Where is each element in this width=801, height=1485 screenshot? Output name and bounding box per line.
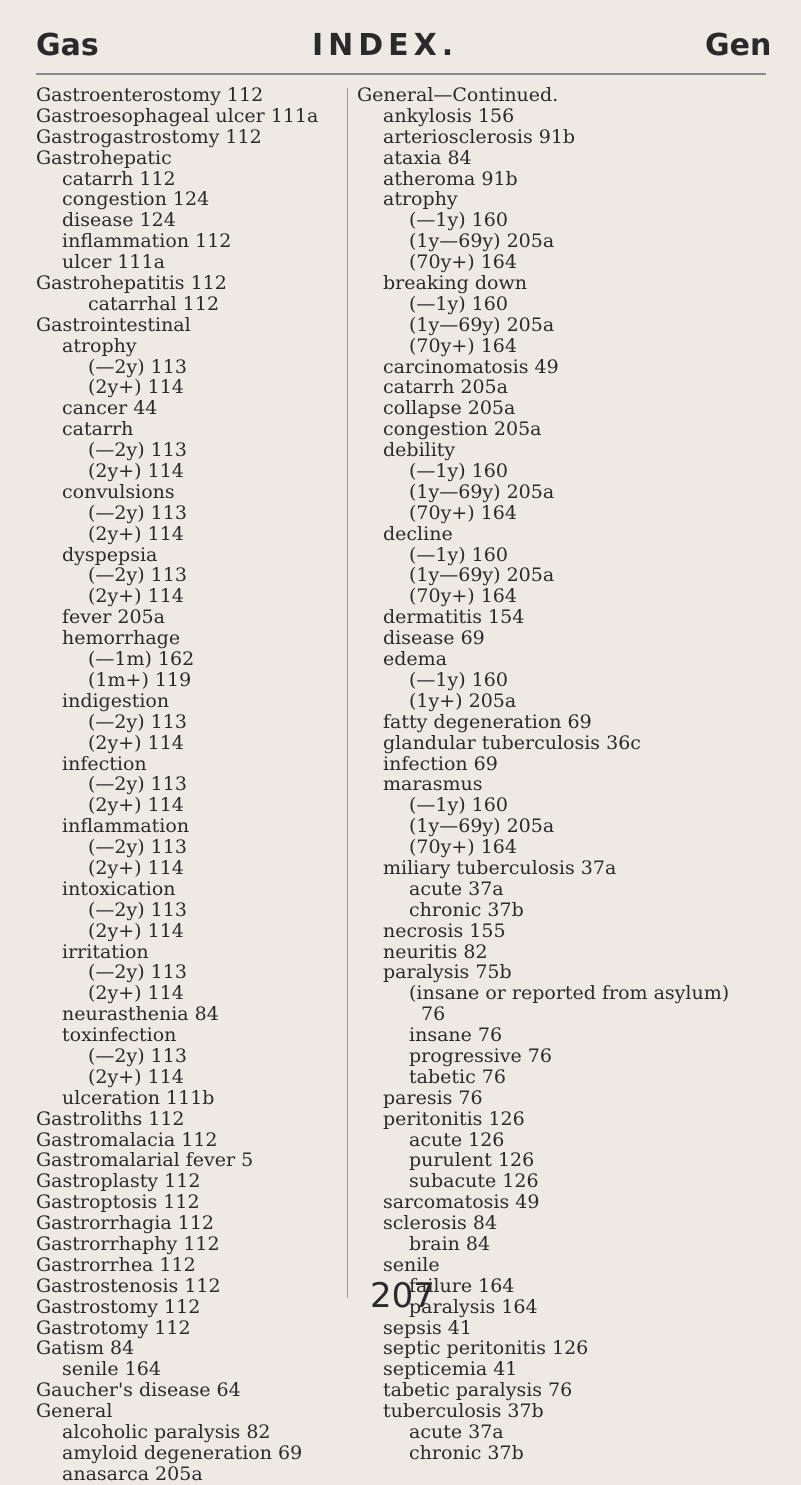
index-entry: sarcomatosis 49 [383, 1191, 540, 1214]
index-entry: (—2y) 113 [88, 961, 187, 984]
index-entry: insane 76 [409, 1024, 503, 1047]
index-entry: chronic 37b [409, 898, 524, 921]
index-entry: infection [62, 752, 147, 775]
index-entry: acute 126 [409, 1128, 505, 1151]
index-entry: Gastrogastrostomy 112 [36, 125, 262, 148]
header-index-title: INDEX. [312, 28, 459, 63]
index-entry: fatty degeneration 69 [383, 710, 592, 733]
index-entry: (1y—69y) 205a [409, 564, 555, 587]
index-entry: brain 84 [409, 1232, 491, 1255]
index-entry: catarrh 112 [62, 167, 176, 190]
index-entry: cancer 44 [62, 397, 158, 420]
index-entry: Gaucher's disease 64 [36, 1379, 241, 1402]
index-entry: chronic 37b [409, 1441, 524, 1464]
index-entry: senile [383, 1253, 440, 1276]
index-entry: Gastrointestinal [36, 313, 191, 336]
index-entry: ankylosis 156 [383, 104, 515, 127]
index-entry: (70y+) 164 [409, 334, 517, 357]
index-entry: (70y+) 164 [409, 585, 517, 608]
index-entry: (2y+) 114 [88, 522, 184, 545]
index-entry: (2y+) 114 [88, 794, 184, 817]
index-entry: subacute 126 [409, 1170, 539, 1193]
page-header [0, 28, 801, 68]
index-entry: glandular tuberculosis 36c [383, 731, 641, 754]
index-entry: (2y+) 114 [88, 919, 184, 942]
index-entry: (—2y) 113 [88, 836, 187, 859]
index-entry: Gastrotomy 112 [36, 1316, 191, 1339]
index-column-left [36, 85, 318, 1485]
index-entry: decline [383, 522, 453, 545]
index-entry: (1y—69y) 205a [409, 815, 555, 838]
index-entry: (—1y) 160 [409, 794, 508, 817]
index-entry: arteriosclerosis 91b [383, 125, 576, 148]
index-entry: edema [383, 648, 447, 671]
index-entry: collapse 205a [383, 397, 516, 420]
index-entry: acute 37a [409, 1421, 504, 1443]
index-entry: (2y+) 114 [88, 731, 184, 754]
index-entry: dyspepsia [62, 543, 158, 566]
page-number: 207 [370, 1276, 435, 1316]
index-entry: (2y+) 114 [88, 460, 184, 483]
index-entry: congestion 124 [62, 188, 210, 211]
index-entry: atrophy [62, 334, 137, 357]
index-entry: (1y+) 205a [409, 689, 517, 712]
index-entry: General—Continued. [357, 84, 559, 106]
index-entry: anasarca 205a [62, 1462, 203, 1485]
index-entry: neurasthenia 84 [62, 1003, 219, 1026]
index-entry: (—2y) 113 [88, 439, 187, 462]
index-entry: septicemia 41 [383, 1358, 518, 1381]
index-entry: miliary tuberculosis 37a [383, 856, 617, 879]
index-entry: Gastrohepatic [36, 146, 172, 169]
index-entry: Gastromalarial fever 5 [36, 1149, 254, 1172]
header-rule [36, 73, 766, 75]
index-entry: (—1y) 160 [409, 668, 508, 691]
index-entry: disease 124 [62, 209, 176, 232]
index-entry: (—1y) 160 [409, 292, 508, 315]
index-entry: septic peritonitis 126 [383, 1337, 589, 1360]
index-entry: (2y+) 114 [88, 856, 184, 879]
index-entry: dermatitis 154 [383, 606, 525, 629]
index-entry: (—2y) 113 [88, 1044, 187, 1067]
index-entry: carcinomatosis 49 [383, 355, 559, 378]
index-entry: (1y—69y) 205a [409, 230, 555, 253]
index-entry: irritation [62, 940, 149, 963]
index-entry: (—1y) 160 [409, 543, 508, 566]
index-entry: senile 164 [62, 1358, 161, 1381]
index-entry: ataxia 84 [383, 146, 472, 169]
index-entry: (—1y) 160 [409, 209, 508, 232]
index-entry: debility [383, 439, 456, 462]
index-entry: paresis 76 [383, 1086, 483, 1109]
index-entry: ulceration 111b [62, 1086, 215, 1109]
index-entry: ulcer 111a [62, 251, 165, 274]
index-entry: intoxication [62, 877, 176, 900]
index-entry: Gastromalacia 112 [36, 1128, 218, 1151]
index-entry: Gastrohepatitis 112 [36, 272, 227, 295]
index-entry: disease 69 [383, 627, 485, 650]
index-entry: neuritis 82 [383, 940, 488, 963]
index-entry: indigestion [62, 689, 170, 712]
index-entry: catarrh 205a [383, 376, 508, 399]
index-entry: (2y+) 114 [88, 982, 184, 1005]
index-entry: acute 37a [409, 877, 504, 900]
index-entry: (—2y) 113 [88, 501, 187, 524]
index-entry: General [36, 1400, 113, 1423]
index-entry: inflammation [62, 815, 190, 838]
index-entry: Gastrostomy 112 [36, 1295, 201, 1318]
index-entry: Gastrorrhaphy 112 [36, 1232, 220, 1255]
index-entry: purulent 126 [409, 1149, 535, 1172]
index-entry: peritonitis 126 [383, 1107, 525, 1130]
index-entry: catarrh [62, 418, 134, 441]
index-entry: (1y—69y) 205a [409, 313, 555, 336]
index-entry: sclerosis 84 [383, 1212, 498, 1235]
index-entry: Gastroplasty 112 [36, 1170, 201, 1193]
index-entry: fever 205a [62, 606, 165, 629]
index-entry: congestion 205a [383, 418, 542, 441]
index-entry: alcoholic paralysis 82 [62, 1421, 271, 1443]
index-entry: paralysis 75b [383, 961, 512, 984]
index-entry: (70y+) 164 [409, 501, 517, 524]
index-entry: catarrhal 112 [88, 292, 220, 315]
index-entry: (—2y) 113 [88, 564, 187, 587]
index-entry: tuberculosis 37b [383, 1400, 544, 1423]
index-entry: necrosis 155 [383, 919, 506, 942]
column-divider [347, 88, 348, 1298]
index-entry: Gastroliths 112 [36, 1107, 185, 1130]
index-entry: (—2y) 113 [88, 355, 187, 378]
index-entry: (70y+) 164 [409, 251, 517, 274]
index-entry: atrophy [383, 188, 458, 211]
index-entry: failure 164 [409, 1274, 515, 1297]
index-entry: (2y+) 114 [88, 1065, 184, 1088]
index-entry: (2y+) 114 [88, 376, 184, 399]
index-entry: Gastroenterostomy 112 [36, 84, 264, 106]
index-entry: (—1m) 162 [88, 648, 195, 671]
index-column-right [357, 85, 729, 1464]
index-entry: breaking down [383, 272, 527, 295]
header-right-guide-word: Gen [705, 28, 772, 63]
index-entry: sepsis 41 [383, 1316, 472, 1339]
index-entry: (—2y) 113 [88, 773, 187, 796]
index-entry: amyloid degeneration 69 [62, 1441, 303, 1464]
index-entry: hemorrhage [62, 627, 181, 650]
index-entry: (—2y) 113 [88, 710, 187, 733]
index-entry: (—1y) 160 [409, 460, 508, 483]
index-entry: (1m+) 119 [88, 668, 192, 691]
index-entry: (1y—69y) 205a [409, 480, 555, 503]
index-entry: Gatism 84 [36, 1337, 135, 1360]
index-entry: progressive 76 [409, 1044, 552, 1067]
index-entry: tabetic paralysis 76 [383, 1379, 573, 1402]
index-entry: tabetic 76 [409, 1065, 506, 1088]
index-entry: Gastroesophageal ulcer 111a [36, 104, 319, 127]
index-entry: paralysis 164 [409, 1295, 538, 1318]
index-entry: Gastroptosis 112 [36, 1191, 200, 1214]
index-entry: toxinfection [62, 1024, 177, 1047]
index-entry: Gastrostenosis 112 [36, 1274, 221, 1297]
index-entry: 76 [421, 1003, 446, 1026]
header-left-guide-word: Gas [36, 28, 99, 63]
index-entry: (insane or reported from asylum) [409, 982, 730, 1005]
index-entry: inflammation 112 [62, 230, 232, 253]
index-entry: (70y+) 164 [409, 836, 517, 859]
index-entry: (2y+) 114 [88, 585, 184, 608]
index-entry: infection 69 [383, 752, 498, 775]
index-entry: (—2y) 113 [88, 898, 187, 921]
index-entry: convulsions [62, 480, 175, 503]
index-entry: atheroma 91b [383, 167, 518, 190]
index-entry: Gastrorrhea 112 [36, 1253, 196, 1276]
index-entry: Gastrorrhagia 112 [36, 1212, 215, 1235]
index-entry: marasmus [383, 773, 483, 796]
